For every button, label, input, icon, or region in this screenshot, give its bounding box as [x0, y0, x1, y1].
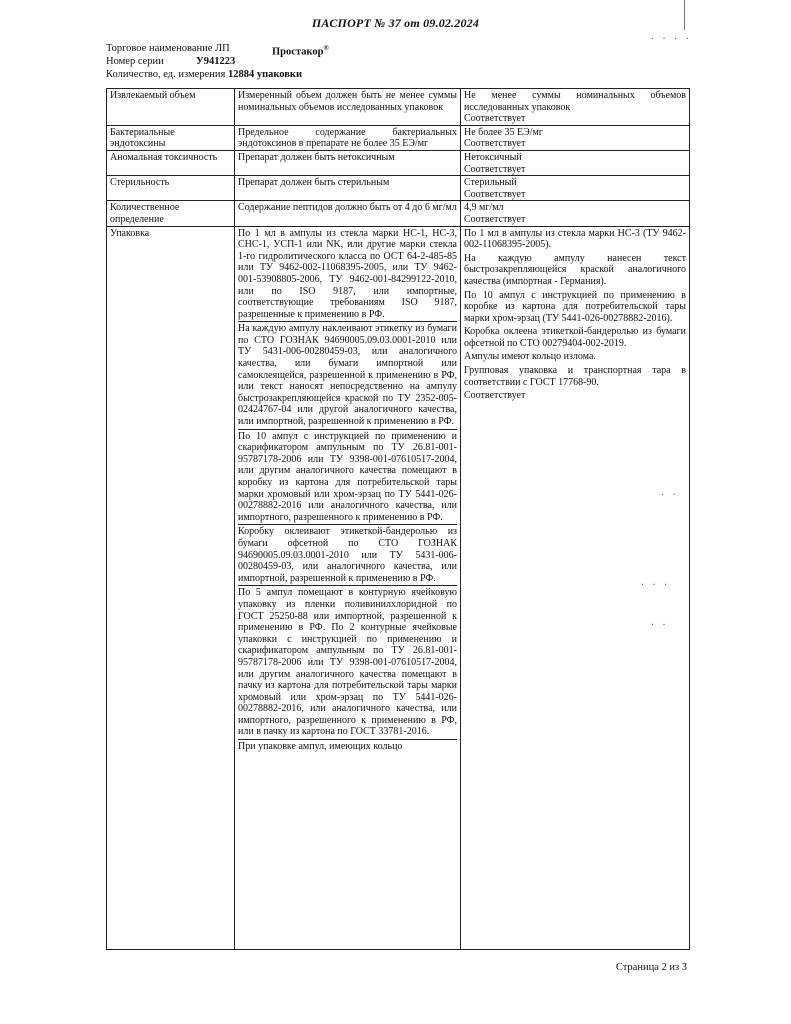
result-paragraph: Соответствует — [464, 390, 526, 402]
requirement-paragraph: Коробку оклеивают этикеткой-бандеролью из бумаги офсетной по СТО ГОЗНАК 94690005.09.03.0001-2010 или ТУ 5431-006-00280459-03, или аналогичного качества, или импортной, разрешенной к применению в РФ. — [238, 526, 457, 586]
result-paragraph: Групповая упаковка и транспортная тара в соответствии с ГОСТ 17768-90. — [464, 365, 686, 388]
result-paragraph: По 1 мл в ампулы из стекла марки НС-3 (ТУ 9462-002-11068395-2005). — [464, 227, 686, 251]
series-label: Номер серии — [106, 56, 164, 67]
table-row-packaging — [107, 226, 690, 949]
parameter-cell: Стерильность — [107, 176, 235, 201]
requirement-cell: Препарат должен быть стерильным — [235, 176, 461, 201]
parameter-cell: Бактериальные эндотоксины — [107, 125, 235, 150]
requirement-cell: Измеренный объем должен быть не менее суммы номинальных объемов исследованных упаковок — [235, 89, 461, 126]
result-cell: Нетоксичный Соответствует — [461, 150, 690, 175]
table-row — [107, 176, 690, 201]
specification-table — [106, 88, 690, 950]
requirement-cell: Предельное содержание бактериальных эндотоксинов в препарате не более 35 ЕЭ/мг — [235, 125, 461, 150]
table-row — [107, 89, 690, 126]
table-row — [107, 125, 690, 150]
requirement-paragraph: По 10 ампул с инструкцией по применению и скарификатором ампульным по ТУ 26.81-001-95787178-2006 или ТУ 9398-001-07610517-2004, или другим аналогичного качества помещают в коробку из картона для потребительской тары марки хромовый или хром-эрзац по ТУ 5441-026-00278882-2016 или аналогичного качества, или импортного, разрешенного к применению в РФ. — [238, 431, 457, 526]
page-number: Страница 2 из 3 — [615, 962, 687, 973]
trade-name-value: Простакор® — [272, 44, 329, 58]
result-cell: Не более 35 ЕЭ/мг Соответствует — [461, 125, 690, 150]
parameter-cell: Количественное определение — [107, 201, 235, 226]
result-cell: 4,9 мг/мл Соответствует — [461, 201, 690, 226]
result-paragraph: Коробка оклеена этикеткой-бандеролью из бумаги офсетной по СТО 00279404-002-2019. — [464, 326, 686, 349]
result-cell: Не менее суммы номинальных объемов исследованных упаковок Соответствует — [461, 89, 690, 126]
scan-artifact: · · · · — [650, 34, 691, 43]
result-paragraph: На каждую ампулу нанесен текст быстрозакрепляющейся краской аналогичного качества (импортная - Германия). — [464, 252, 686, 287]
requirement-cell: Препарат должен быть нетоксичным — [235, 150, 461, 175]
requirement-paragraph: На каждую ампулу наклеивают этикетку из бумаги по СТО ГОЗНАК 94690005.09.03.0001-2010 или ТУ 5431-006-00280459-03, или аналогичного качества, или бумаги импортной или самоклеящейся, разрешенной к применению в РФ, или текст наносят непосредственно на ампулу быстрозакрепляющейся краской по ТУ 2352-005-02424767-04 или другой аналогичного качества, или импортной, разрешенной к применению в РФ. — [238, 323, 457, 429]
requirement-paragraph: По 5 ампул помещают в контурную ячейковую упаковку из пленки поливинилхлоридной по ГОСТ 25250-88 или импортной, разрешенной к применению в РФ. По 2 контурные ячейковые упаковки с инструкцией по применению и скарификатором ампульным по ТУ 26.81-001-95787178-2006 или ТУ 9398-001-07610517-2004, или другим аналогичного качества помещают в пачку из картона для потребительской тары марки хромовый или хром-эрзац по ТУ 5441-026-00278882-2016, или аналогичного качества, или импортного, разрешенного к применению в РФ, или в пачку из картона по ГОСТ 33781-2016. — [238, 587, 457, 740]
result-paragraph: По 10 ампул с инструкцией по применению в коробке из картона для потребительской тары марки хром-эрзац (ТУ 5441-026-00278882-2016). — [464, 289, 686, 324]
requirement-paragraph: По 1 мл в ампулы из стекла марки НС-1, НС-3, СНС-1, УСП-1 или NK, или другие марки стекла 1-го гидролитического класса по ОСТ 64-2-485-85 или ТУ 9462-002-11068395-2005, или ТУ 9462-001-53908805-2006, ТУ 9462-001-84299122-2010, или по ISO 9187, или импортные, соответствующие требованиям ISO 9187, разрешенные к применению в РФ. — [238, 228, 457, 323]
passport-title: ПАСПОРТ № 37 от 09.02.2024 — [311, 16, 480, 30]
quantity-label: Количество, ед. измерения — [106, 69, 226, 80]
parameter-cell: Упаковка — [107, 226, 235, 949]
requirement-cell: Содержание пептидов должно быть от 4 до 6 мг/мл — [235, 201, 461, 226]
requirement-paragraph: При упаковке ампул, имеющих кольцо — [238, 741, 403, 753]
scan-artifact — [684, 0, 685, 30]
scan-artifact: · · · — [640, 580, 670, 589]
parameter-cell: Аномальная токсичность — [107, 150, 235, 175]
series-value: У941223 — [196, 56, 236, 67]
parameter-cell: Извлекаемый объем — [107, 89, 235, 126]
quantity-value: 12884 упаковки — [227, 69, 303, 80]
table-row — [107, 201, 690, 226]
result-paragraph: Ампулы имеют кольцо излома. — [464, 351, 596, 363]
document-meta — [106, 42, 329, 81]
trade-name-label: Торговое наименование ЛП — [106, 43, 230, 54]
result-cell: Стерильный Соответствует — [461, 176, 690, 201]
requirement-cell — [235, 226, 461, 949]
scan-artifact: · · — [660, 490, 678, 499]
table-row — [107, 150, 690, 175]
scan-artifact: · · — [650, 620, 668, 629]
